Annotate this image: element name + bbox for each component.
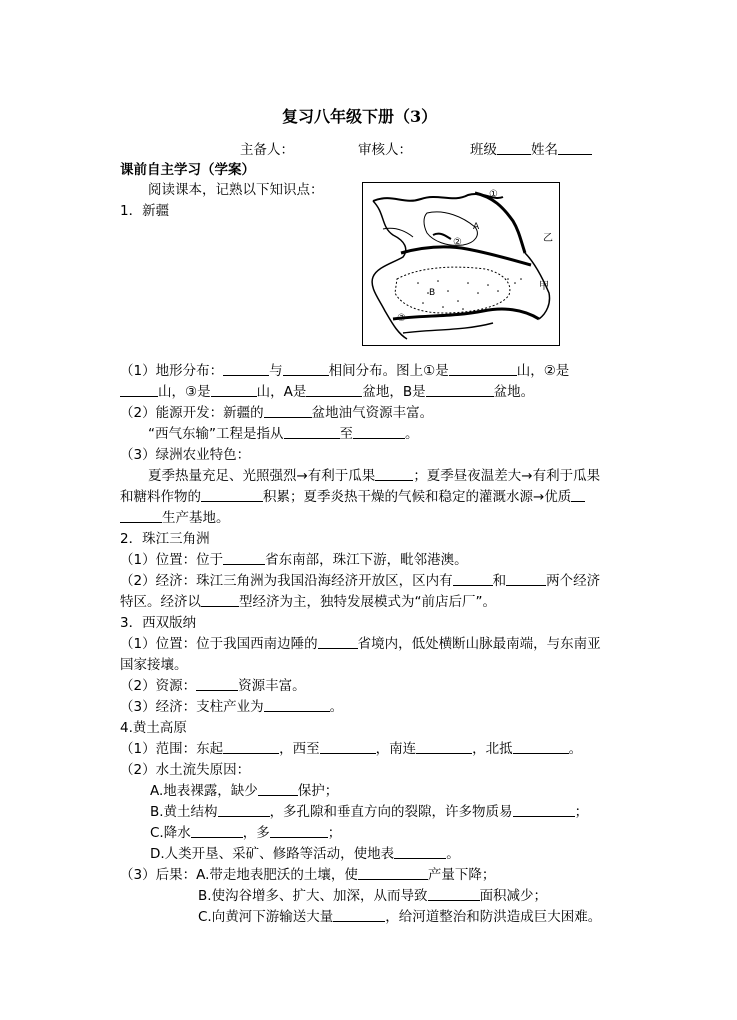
s4-line-9 [198, 907, 601, 927]
blank[interactable] [120, 382, 158, 397]
text: 盆地。 [493, 384, 535, 400]
text: ；夏季昼夜温差大→有利于瓜果 [413, 468, 601, 484]
text: 。 [405, 426, 419, 442]
s1-line-5: （3）绿洲农业特色： [120, 447, 251, 463]
text: 山，A是 [256, 384, 307, 400]
blank[interactable] [333, 907, 385, 922]
s2-line-2 [120, 571, 600, 591]
text: （1）位置：位于我国西南边陲的 [120, 636, 318, 652]
text: “西气东输”工程是指从 [148, 426, 284, 442]
text: 特区。经济以 [120, 594, 201, 610]
text: （1）范围：东起 [120, 741, 224, 757]
blank[interactable] [513, 802, 575, 817]
text: 。 [446, 846, 460, 862]
page-title: 复习八年级下册（3） [282, 107, 438, 126]
blank[interactable] [306, 382, 362, 397]
text: 与 [269, 363, 283, 379]
s2-line-3 [120, 592, 496, 612]
text: 盆地，B是 [362, 384, 426, 400]
map-figure [363, 183, 559, 345]
s1-line-2 [120, 382, 534, 402]
blank[interactable] [264, 403, 312, 418]
text: （2）资源： [120, 678, 197, 694]
text: ，多 [242, 825, 270, 841]
s4-line-4 [150, 802, 588, 822]
text: 省境内，低处横断山脉最南端，与东南亚 [357, 636, 601, 652]
text: B.使沟谷增多、扩大、加深，从而导致 [198, 888, 428, 904]
text: 产量下降； [427, 867, 496, 883]
s2-line-1 [120, 550, 468, 570]
xinjiang-map [362, 182, 560, 346]
text: （3）后果：A.带走地表肥沃的土壤，使 [120, 867, 358, 883]
blank[interactable] [449, 361, 517, 376]
class-label: 班级 [470, 142, 497, 158]
s3-line-2: 国家接壤。 [120, 657, 188, 673]
text: 省东南部，珠江下游，毗邻港澳。 [265, 552, 468, 568]
s1-line-3 [120, 403, 433, 423]
text: （2）能源开发：新疆的 [120, 405, 264, 421]
blank[interactable] [196, 676, 238, 691]
text: 夏季热量充足、光照强烈→有利于瓜果 [148, 468, 376, 484]
blank[interactable] [320, 739, 376, 754]
blank[interactable] [283, 361, 329, 376]
section-heading: 课前自主学习（学案） [120, 162, 255, 178]
blank[interactable] [284, 424, 340, 439]
blank[interactable] [270, 823, 328, 838]
name-label: 姓名 [531, 142, 558, 158]
class-blank[interactable] [497, 140, 531, 155]
map-label-2: ② [453, 237, 462, 248]
blank[interactable] [394, 844, 446, 859]
text: 面积减少； [479, 888, 548, 904]
text: C.向黄河下游输送大量 [198, 909, 334, 925]
text: 山，③是 [158, 384, 211, 400]
blank[interactable] [211, 382, 257, 397]
text: 积累；夏季炎热干燥的气候和稳定的灌溉水源→优质 [263, 489, 572, 505]
blank[interactable] [201, 592, 239, 607]
text: 生产基地。 [162, 510, 230, 526]
map-label-a: A [473, 222, 480, 232]
text: D.人类开垦、采矿、修路等活动，使地表 [150, 846, 395, 862]
s4-heading: 4.黄土高原 [120, 720, 187, 736]
s3-line-4 [120, 697, 343, 717]
reviewer-label: 审核人： [358, 142, 412, 158]
text: ； [327, 825, 342, 841]
s1-line-6 [148, 466, 600, 486]
s4-line-6 [150, 844, 460, 864]
blank[interactable] [223, 739, 279, 754]
s4-line-5 [150, 823, 341, 843]
text: （1）位置：位于 [120, 552, 224, 568]
text: C.降水 [150, 825, 191, 841]
text: 。 [329, 699, 344, 715]
text: ，给河道整治和防洪造成巨大困难。 [385, 909, 602, 925]
intro-text: 阅读课本，记熟以下知识点： [148, 182, 324, 198]
s2-heading: 2．珠江三角洲 [120, 531, 210, 547]
blank[interactable] [513, 739, 569, 754]
s3-heading: 3．西双版纳 [120, 615, 197, 631]
blank[interactable] [571, 487, 585, 502]
s4-line-1 [120, 739, 582, 759]
map-label-yi: 乙 [543, 233, 553, 244]
map-label-1: ① [489, 189, 498, 200]
s3-line-1 [120, 634, 601, 654]
text: ，多孔隙和垂直方向的裂隙，许多物质易 [269, 804, 513, 820]
text: 和 [492, 573, 507, 589]
s4-line-8 [198, 886, 547, 906]
blank[interactable] [353, 424, 405, 439]
text: 和糖料作物的 [120, 489, 201, 505]
blank[interactable] [375, 466, 413, 481]
text: 型经济为主，独特发展模式为“前店后厂”。 [239, 594, 496, 610]
blank[interactable] [453, 571, 493, 586]
blank[interactable] [201, 487, 263, 502]
text: （3）经济：支柱产业为 [120, 699, 264, 715]
blank[interactable] [358, 865, 428, 880]
blank[interactable] [264, 697, 330, 712]
blank[interactable] [223, 550, 265, 565]
preparer-label: 主备人： [240, 142, 294, 158]
text: 相间分布。图上①是 [328, 363, 449, 379]
blank[interactable] [428, 886, 480, 901]
s4-line-2: （2）水土流失原因： [120, 762, 251, 778]
s1-line-1 [120, 361, 569, 381]
text: 资源丰富。 [238, 678, 306, 694]
s1-heading: 1．新疆 [120, 203, 170, 219]
text: ，南连 [375, 741, 417, 757]
s1-line-7 [120, 487, 585, 507]
blank[interactable] [426, 382, 494, 397]
map-label-jia: 甲 [539, 281, 549, 292]
blank[interactable] [218, 802, 270, 817]
blank[interactable] [416, 739, 472, 754]
s1-line-4 [148, 424, 419, 444]
blank[interactable] [506, 571, 546, 586]
s1-line-8 [120, 508, 230, 528]
blank[interactable] [120, 508, 162, 523]
name-blank[interactable] [558, 140, 592, 155]
blank[interactable] [191, 823, 243, 838]
text: 保护； [297, 783, 339, 799]
blank[interactable] [223, 361, 269, 376]
text: ，北抵 [472, 741, 513, 757]
text: ； [574, 804, 589, 820]
text: B.黄土结构 [150, 804, 218, 820]
class-name-line [470, 140, 592, 160]
blank[interactable] [258, 781, 298, 796]
text: A.地表裸露，缺少 [150, 783, 258, 799]
s4-line-7 [120, 865, 495, 885]
text: 山，②是 [516, 363, 570, 379]
text: （1）地形分布： [120, 363, 224, 379]
s3-line-3 [120, 676, 306, 696]
blank[interactable] [318, 634, 358, 649]
text: ，西至 [279, 741, 320, 757]
text: 两个经济 [546, 573, 601, 589]
map-label-b: B [429, 288, 436, 298]
map-label-3: ③ [397, 313, 406, 324]
text: 盆地油气资源丰富。 [311, 405, 434, 421]
s4-line-3 [150, 781, 338, 801]
text: 。 [568, 741, 583, 757]
text: 至 [339, 426, 353, 442]
text: （2）经济：珠江三角洲为我国沿海经济开放区，区内有 [120, 573, 453, 589]
